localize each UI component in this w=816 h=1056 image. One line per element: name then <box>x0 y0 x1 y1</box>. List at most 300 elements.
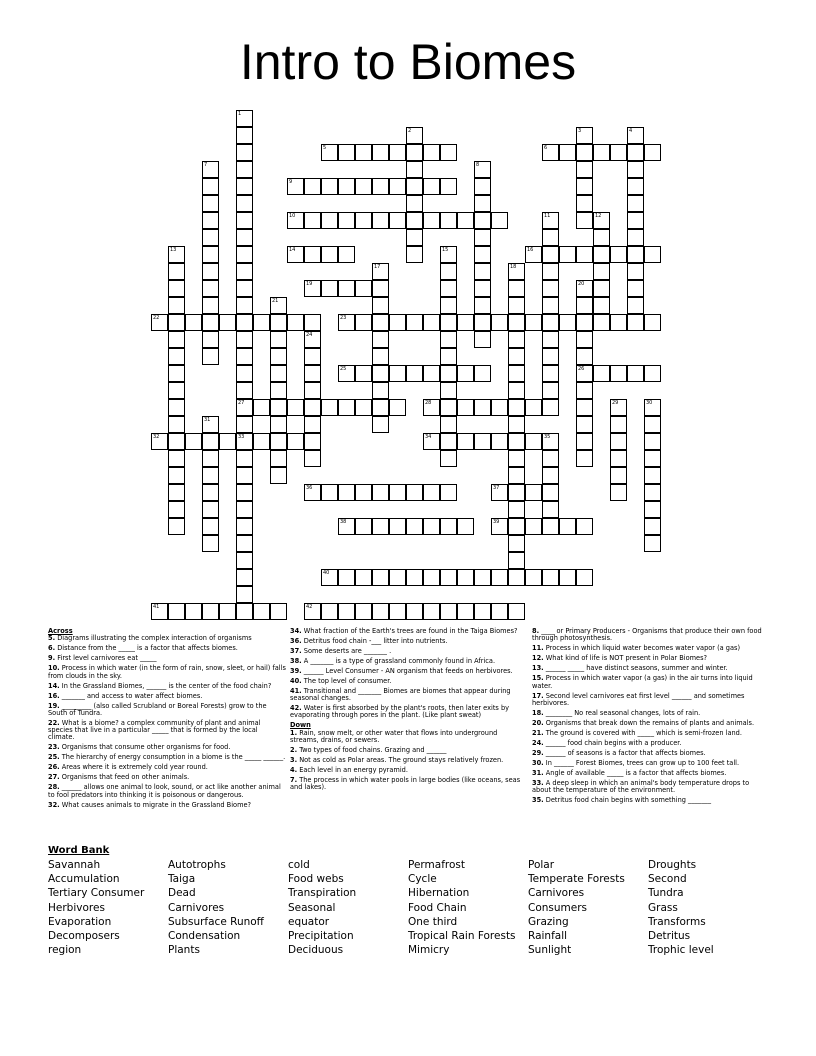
grid-cell[interactable] <box>440 569 457 586</box>
grid-cell[interactable] <box>474 246 491 263</box>
grid-cell[interactable] <box>423 144 440 161</box>
grid-cell[interactable] <box>508 314 525 331</box>
grid-cell[interactable] <box>202 416 219 433</box>
grid-cell[interactable] <box>474 365 491 382</box>
grid-cell[interactable] <box>355 569 372 586</box>
grid-cell[interactable] <box>542 399 559 416</box>
grid-cell[interactable] <box>185 603 202 620</box>
grid-cell[interactable] <box>406 569 423 586</box>
grid-cell[interactable] <box>508 331 525 348</box>
grid-cell[interactable] <box>338 178 355 195</box>
grid-cell[interactable] <box>593 263 610 280</box>
grid-cell[interactable] <box>525 399 542 416</box>
grid-cell[interactable] <box>593 280 610 297</box>
grid-cell[interactable] <box>525 314 542 331</box>
grid-cell[interactable] <box>542 314 559 331</box>
grid-cell[interactable] <box>440 450 457 467</box>
grid-cell[interactable] <box>627 297 644 314</box>
grid-cell[interactable] <box>508 450 525 467</box>
grid-cell[interactable] <box>559 569 576 586</box>
grid-cell[interactable] <box>525 246 542 263</box>
grid-cell[interactable] <box>491 314 508 331</box>
grid-cell[interactable] <box>644 467 661 484</box>
grid-cell[interactable] <box>202 433 219 450</box>
grid-cell[interactable] <box>576 331 593 348</box>
grid-cell[interactable] <box>372 212 389 229</box>
grid-cell[interactable] <box>304 603 321 620</box>
grid-cell[interactable] <box>338 399 355 416</box>
grid-cell[interactable] <box>168 246 185 263</box>
grid-cell[interactable] <box>542 348 559 365</box>
grid-cell[interactable] <box>236 280 253 297</box>
grid-cell[interactable] <box>389 484 406 501</box>
grid-cell[interactable] <box>202 484 219 501</box>
grid-cell[interactable] <box>576 518 593 535</box>
grid-cell[interactable] <box>202 450 219 467</box>
grid-cell[interactable] <box>270 399 287 416</box>
grid-cell[interactable] <box>457 518 474 535</box>
grid-cell[interactable] <box>525 518 542 535</box>
grid-cell[interactable] <box>287 433 304 450</box>
grid-cell[interactable] <box>270 603 287 620</box>
grid-cell[interactable] <box>644 314 661 331</box>
grid-cell[interactable] <box>406 314 423 331</box>
grid-cell[interactable] <box>474 603 491 620</box>
grid-cell[interactable] <box>542 263 559 280</box>
grid-cell[interactable] <box>508 552 525 569</box>
grid-cell[interactable] <box>202 229 219 246</box>
grid-cell[interactable] <box>610 416 627 433</box>
grid-cell[interactable] <box>338 280 355 297</box>
grid-cell[interactable] <box>491 212 508 229</box>
grid-cell[interactable] <box>236 246 253 263</box>
grid-cell[interactable] <box>236 297 253 314</box>
grid-cell[interactable] <box>406 229 423 246</box>
grid-cell[interactable] <box>168 433 185 450</box>
grid-cell[interactable] <box>236 127 253 144</box>
grid-cell[interactable] <box>270 314 287 331</box>
grid-cell[interactable] <box>372 365 389 382</box>
grid-cell[interactable] <box>236 331 253 348</box>
grid-cell[interactable] <box>372 178 389 195</box>
grid-cell[interactable] <box>508 280 525 297</box>
grid-cell[interactable] <box>491 433 508 450</box>
grid-cell[interactable] <box>627 212 644 229</box>
grid-cell[interactable] <box>542 467 559 484</box>
grid-cell[interactable] <box>389 365 406 382</box>
grid-cell[interactable] <box>304 416 321 433</box>
grid-cell[interactable] <box>610 450 627 467</box>
grid-cell[interactable] <box>508 501 525 518</box>
grid-cell[interactable] <box>491 569 508 586</box>
grid-cell[interactable] <box>236 467 253 484</box>
grid-cell[interactable] <box>202 501 219 518</box>
grid-cell[interactable] <box>508 535 525 552</box>
grid-cell[interactable] <box>236 433 253 450</box>
grid-cell[interactable] <box>338 569 355 586</box>
grid-cell[interactable] <box>338 484 355 501</box>
grid-cell[interactable] <box>219 314 236 331</box>
grid-cell[interactable] <box>372 484 389 501</box>
grid-cell[interactable] <box>508 365 525 382</box>
grid-cell[interactable] <box>525 569 542 586</box>
grid-cell[interactable] <box>559 518 576 535</box>
grid-cell[interactable] <box>508 399 525 416</box>
grid-cell[interactable] <box>236 229 253 246</box>
grid-cell[interactable] <box>474 331 491 348</box>
grid-cell[interactable] <box>236 195 253 212</box>
grid-cell[interactable] <box>355 178 372 195</box>
grid-cell[interactable] <box>542 484 559 501</box>
grid-cell[interactable] <box>355 399 372 416</box>
grid-cell[interactable] <box>627 280 644 297</box>
grid-cell[interactable] <box>457 365 474 382</box>
grid-cell[interactable] <box>593 297 610 314</box>
grid-cell[interactable] <box>253 603 270 620</box>
grid-cell[interactable] <box>593 212 610 229</box>
grid-cell[interactable] <box>576 297 593 314</box>
grid-cell[interactable] <box>525 433 542 450</box>
grid-cell[interactable] <box>593 229 610 246</box>
grid-cell[interactable] <box>644 501 661 518</box>
grid-cell[interactable] <box>202 331 219 348</box>
grid-cell[interactable] <box>287 314 304 331</box>
grid-cell[interactable] <box>440 212 457 229</box>
grid-cell[interactable] <box>372 603 389 620</box>
grid-cell[interactable] <box>304 399 321 416</box>
grid-cell[interactable] <box>474 229 491 246</box>
grid-cell[interactable] <box>168 382 185 399</box>
grid-cell[interactable] <box>559 144 576 161</box>
grid-cell[interactable] <box>457 399 474 416</box>
grid-cell[interactable] <box>236 212 253 229</box>
grid-cell[interactable] <box>508 263 525 280</box>
grid-cell[interactable] <box>270 467 287 484</box>
grid-cell[interactable] <box>219 433 236 450</box>
grid-cell[interactable] <box>202 314 219 331</box>
grid-cell[interactable] <box>440 603 457 620</box>
grid-cell[interactable] <box>576 161 593 178</box>
grid-cell[interactable] <box>440 297 457 314</box>
grid-cell[interactable] <box>372 518 389 535</box>
grid-cell[interactable] <box>542 144 559 161</box>
grid-cell[interactable] <box>440 263 457 280</box>
grid-cell[interactable] <box>389 212 406 229</box>
grid-cell[interactable] <box>644 144 661 161</box>
grid-cell[interactable] <box>491 518 508 535</box>
grid-cell[interactable] <box>474 433 491 450</box>
grid-cell[interactable] <box>474 569 491 586</box>
grid-cell[interactable] <box>542 382 559 399</box>
grid-cell[interactable] <box>270 450 287 467</box>
grid-cell[interactable] <box>338 314 355 331</box>
grid-cell[interactable] <box>627 314 644 331</box>
grid-cell[interactable] <box>627 144 644 161</box>
grid-cell[interactable] <box>355 603 372 620</box>
grid-cell[interactable] <box>423 518 440 535</box>
grid-cell[interactable] <box>542 331 559 348</box>
grid-cell[interactable] <box>372 263 389 280</box>
grid-cell[interactable] <box>270 382 287 399</box>
grid-cell[interactable] <box>440 314 457 331</box>
grid-cell[interactable] <box>457 603 474 620</box>
grid-cell[interactable] <box>321 212 338 229</box>
grid-cell[interactable] <box>542 501 559 518</box>
grid-cell[interactable] <box>423 314 440 331</box>
grid-cell[interactable] <box>593 365 610 382</box>
grid-cell[interactable] <box>440 178 457 195</box>
grid-cell[interactable] <box>627 229 644 246</box>
grid-cell[interactable] <box>610 467 627 484</box>
grid-cell[interactable] <box>355 518 372 535</box>
grid-cell[interactable] <box>440 399 457 416</box>
grid-cell[interactable] <box>406 484 423 501</box>
grid-cell[interactable] <box>287 178 304 195</box>
grid-cell[interactable] <box>372 399 389 416</box>
grid-cell[interactable] <box>559 314 576 331</box>
grid-cell[interactable] <box>474 314 491 331</box>
grid-cell[interactable] <box>151 603 168 620</box>
grid-cell[interactable] <box>644 365 661 382</box>
grid-cell[interactable] <box>372 280 389 297</box>
grid-cell[interactable] <box>202 467 219 484</box>
grid-cell[interactable] <box>542 518 559 535</box>
grid-cell[interactable] <box>168 399 185 416</box>
grid-cell[interactable] <box>304 484 321 501</box>
grid-cell[interactable] <box>168 348 185 365</box>
grid-cell[interactable] <box>253 433 270 450</box>
grid-cell[interactable] <box>406 212 423 229</box>
grid-cell[interactable] <box>236 399 253 416</box>
grid-cell[interactable] <box>168 331 185 348</box>
grid-cell[interactable] <box>644 484 661 501</box>
grid-cell[interactable] <box>440 382 457 399</box>
grid-cell[interactable] <box>321 144 338 161</box>
grid-cell[interactable] <box>627 365 644 382</box>
grid-cell[interactable] <box>644 399 661 416</box>
grid-cell[interactable] <box>542 450 559 467</box>
grid-cell[interactable] <box>304 382 321 399</box>
grid-cell[interactable] <box>168 297 185 314</box>
grid-cell[interactable] <box>372 331 389 348</box>
grid-cell[interactable] <box>304 450 321 467</box>
grid-cell[interactable] <box>576 348 593 365</box>
grid-cell[interactable] <box>372 569 389 586</box>
grid-cell[interactable] <box>168 263 185 280</box>
grid-cell[interactable] <box>270 416 287 433</box>
grid-cell[interactable] <box>321 246 338 263</box>
grid-cell[interactable] <box>321 603 338 620</box>
grid-cell[interactable] <box>321 178 338 195</box>
grid-cell[interactable] <box>474 297 491 314</box>
grid-cell[interactable] <box>406 603 423 620</box>
grid-cell[interactable] <box>151 314 168 331</box>
grid-cell[interactable] <box>508 484 525 501</box>
grid-cell[interactable] <box>236 178 253 195</box>
grid-cell[interactable] <box>236 161 253 178</box>
grid-cell[interactable] <box>474 263 491 280</box>
grid-cell[interactable] <box>610 246 627 263</box>
grid-cell[interactable] <box>508 416 525 433</box>
grid-cell[interactable] <box>457 212 474 229</box>
grid-cell[interactable] <box>202 603 219 620</box>
grid-cell[interactable] <box>185 314 202 331</box>
grid-cell[interactable] <box>236 586 253 603</box>
grid-cell[interactable] <box>440 246 457 263</box>
grid-cell[interactable] <box>236 450 253 467</box>
grid-cell[interactable] <box>202 178 219 195</box>
grid-cell[interactable] <box>321 280 338 297</box>
grid-cell[interactable] <box>576 416 593 433</box>
grid-cell[interactable] <box>508 518 525 535</box>
grid-cell[interactable] <box>321 399 338 416</box>
grid-cell[interactable] <box>389 603 406 620</box>
grid-cell[interactable] <box>508 467 525 484</box>
grid-cell[interactable] <box>270 331 287 348</box>
grid-cell[interactable] <box>338 212 355 229</box>
grid-cell[interactable] <box>610 144 627 161</box>
grid-cell[interactable] <box>202 161 219 178</box>
grid-cell[interactable] <box>542 280 559 297</box>
grid-cell[interactable] <box>610 399 627 416</box>
grid-cell[interactable] <box>168 416 185 433</box>
grid-cell[interactable] <box>202 280 219 297</box>
grid-cell[interactable] <box>627 195 644 212</box>
grid-cell[interactable] <box>627 127 644 144</box>
grid-cell[interactable] <box>304 365 321 382</box>
grid-cell[interactable] <box>440 348 457 365</box>
grid-cell[interactable] <box>440 433 457 450</box>
grid-cell[interactable] <box>304 331 321 348</box>
grid-cell[interactable] <box>610 484 627 501</box>
grid-cell[interactable] <box>406 161 423 178</box>
grid-cell[interactable] <box>610 314 627 331</box>
grid-cell[interactable] <box>270 433 287 450</box>
grid-cell[interactable] <box>338 246 355 263</box>
grid-cell[interactable] <box>559 246 576 263</box>
grid-cell[interactable] <box>457 569 474 586</box>
grid-cell[interactable] <box>576 399 593 416</box>
grid-cell[interactable] <box>389 178 406 195</box>
grid-cell[interactable] <box>440 144 457 161</box>
grid-cell[interactable] <box>423 178 440 195</box>
grid-cell[interactable] <box>236 603 253 620</box>
grid-cell[interactable] <box>508 348 525 365</box>
grid-cell[interactable] <box>593 144 610 161</box>
grid-cell[interactable] <box>423 569 440 586</box>
grid-cell[interactable] <box>168 467 185 484</box>
grid-cell[interactable] <box>236 144 253 161</box>
grid-cell[interactable] <box>236 314 253 331</box>
grid-cell[interactable] <box>202 348 219 365</box>
grid-cell[interactable] <box>423 212 440 229</box>
grid-cell[interactable] <box>542 433 559 450</box>
grid-cell[interactable] <box>355 144 372 161</box>
grid-cell[interactable] <box>474 195 491 212</box>
grid-cell[interactable] <box>372 314 389 331</box>
grid-cell[interactable] <box>338 518 355 535</box>
grid-cell[interactable] <box>202 212 219 229</box>
grid-cell[interactable] <box>168 280 185 297</box>
grid-cell[interactable] <box>355 212 372 229</box>
grid-cell[interactable] <box>593 246 610 263</box>
grid-cell[interactable] <box>304 280 321 297</box>
grid-cell[interactable] <box>440 518 457 535</box>
grid-cell[interactable] <box>372 416 389 433</box>
grid-cell[interactable] <box>474 161 491 178</box>
grid-cell[interactable] <box>236 484 253 501</box>
grid-cell[interactable] <box>423 484 440 501</box>
grid-cell[interactable] <box>236 569 253 586</box>
grid-cell[interactable] <box>508 382 525 399</box>
grid-cell[interactable] <box>406 246 423 263</box>
grid-cell[interactable] <box>576 178 593 195</box>
grid-cell[interactable] <box>236 501 253 518</box>
grid-cell[interactable] <box>644 450 661 467</box>
grid-cell[interactable] <box>168 450 185 467</box>
grid-cell[interactable] <box>406 365 423 382</box>
grid-cell[interactable] <box>168 365 185 382</box>
grid-cell[interactable] <box>457 433 474 450</box>
grid-cell[interactable] <box>202 535 219 552</box>
grid-cell[interactable] <box>321 569 338 586</box>
grid-cell[interactable] <box>576 365 593 382</box>
grid-cell[interactable] <box>287 246 304 263</box>
grid-cell[interactable] <box>253 314 270 331</box>
grid-cell[interactable] <box>508 297 525 314</box>
grid-cell[interactable] <box>474 178 491 195</box>
grid-cell[interactable] <box>542 229 559 246</box>
grid-cell[interactable] <box>457 314 474 331</box>
grid-cell[interactable] <box>627 161 644 178</box>
grid-cell[interactable] <box>491 484 508 501</box>
grid-cell[interactable] <box>304 212 321 229</box>
grid-cell[interactable] <box>389 314 406 331</box>
grid-cell[interactable] <box>627 246 644 263</box>
grid-cell[interactable] <box>508 569 525 586</box>
grid-cell[interactable] <box>287 212 304 229</box>
grid-cell[interactable] <box>423 603 440 620</box>
grid-cell[interactable] <box>236 535 253 552</box>
grid-cell[interactable] <box>355 484 372 501</box>
grid-cell[interactable] <box>355 314 372 331</box>
grid-cell[interactable] <box>304 246 321 263</box>
grid-cell[interactable] <box>440 280 457 297</box>
grid-cell[interactable] <box>406 127 423 144</box>
grid-cell[interactable] <box>236 518 253 535</box>
grid-cell[interactable] <box>236 263 253 280</box>
grid-cell[interactable] <box>644 518 661 535</box>
grid-cell[interactable] <box>270 365 287 382</box>
grid-cell[interactable] <box>627 263 644 280</box>
grid-cell[interactable] <box>406 144 423 161</box>
grid-cell[interactable] <box>627 178 644 195</box>
grid-cell[interactable] <box>576 314 593 331</box>
grid-cell[interactable] <box>202 297 219 314</box>
grid-cell[interactable] <box>168 314 185 331</box>
grid-cell[interactable] <box>168 603 185 620</box>
grid-cell[interactable] <box>270 348 287 365</box>
grid-cell[interactable] <box>525 484 542 501</box>
grid-cell[interactable] <box>338 144 355 161</box>
grid-cell[interactable] <box>219 603 236 620</box>
grid-cell[interactable] <box>542 212 559 229</box>
grid-cell[interactable] <box>542 297 559 314</box>
grid-cell[interactable] <box>236 365 253 382</box>
grid-cell[interactable] <box>236 382 253 399</box>
grid-cell[interactable] <box>542 365 559 382</box>
grid-cell[interactable] <box>644 433 661 450</box>
